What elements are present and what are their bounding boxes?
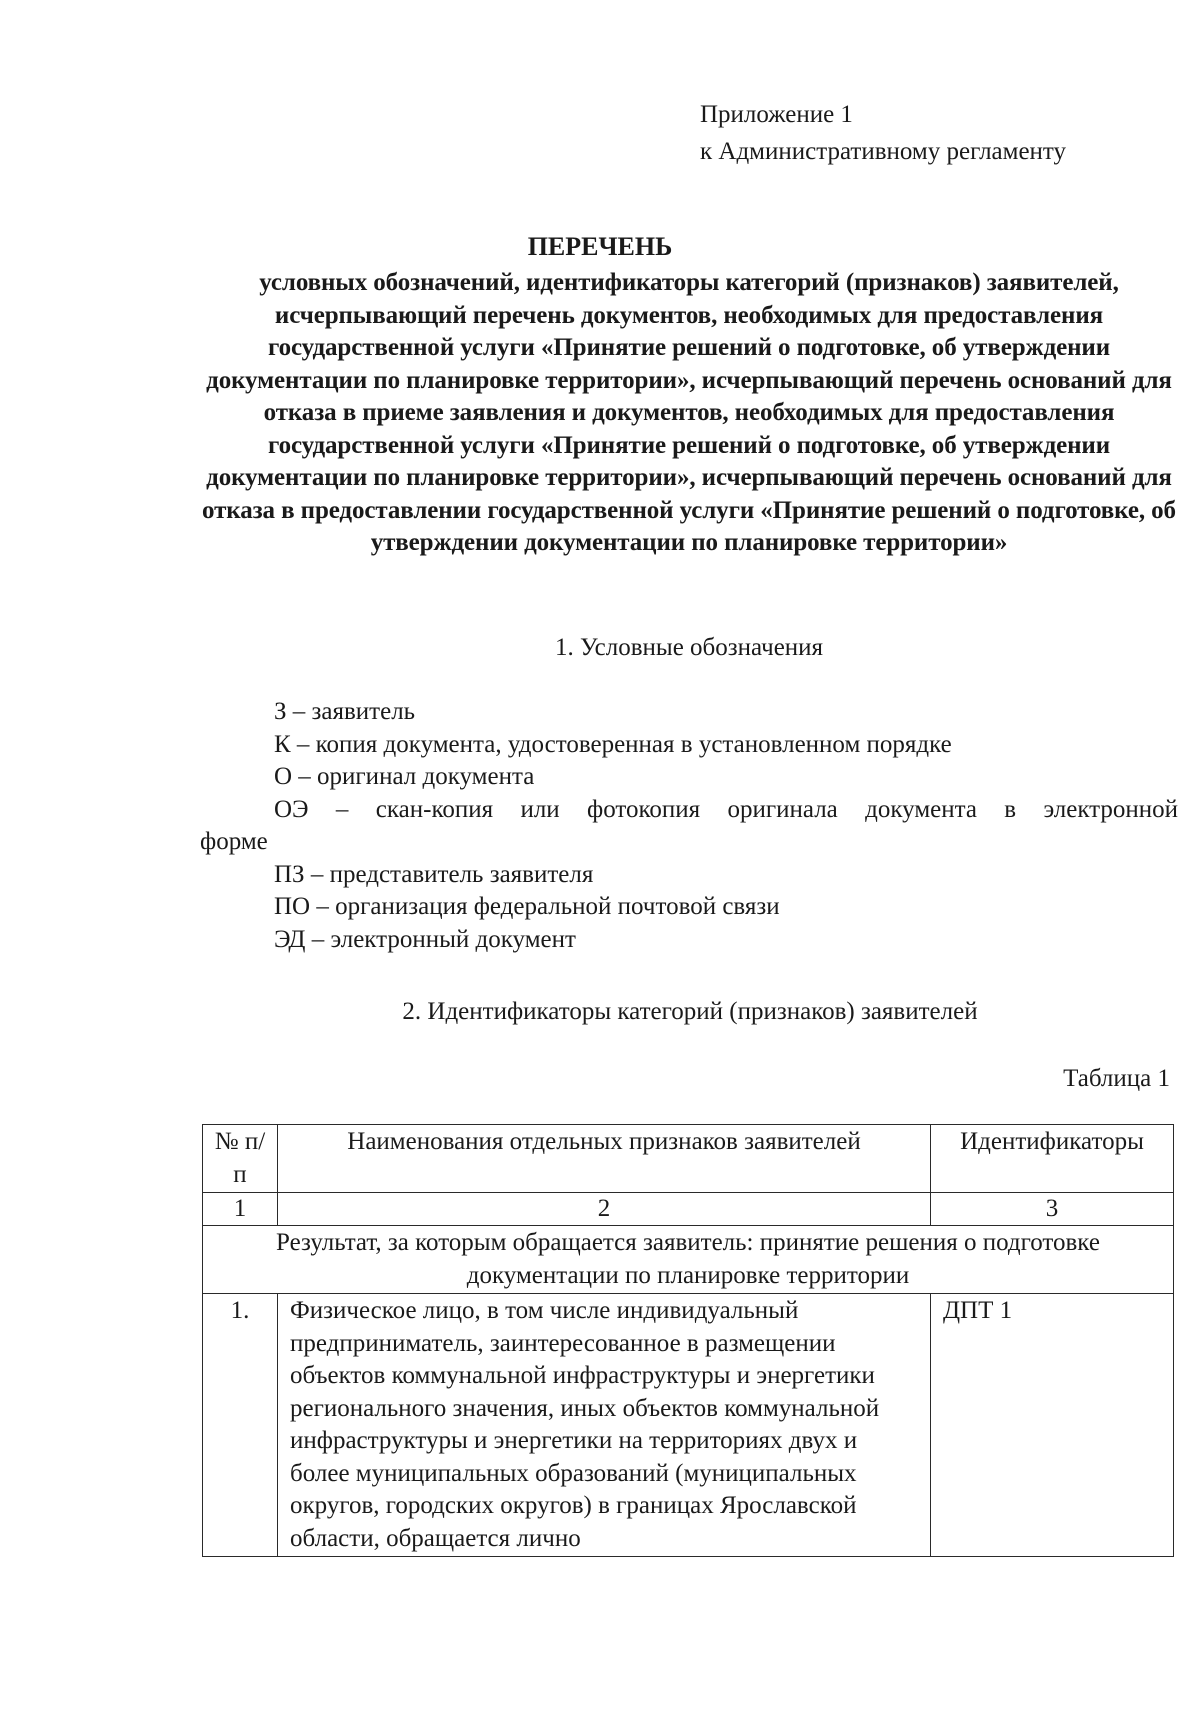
document-title: ПЕРЕЧЕНЬ xyxy=(527,232,673,261)
col-number-3: 3 xyxy=(931,1193,1174,1226)
group-title: Результат, за которым обращается заявитель: принятие решения о подготовке документации по планировке территории xyxy=(203,1226,1174,1294)
table-label: Таблица 1 xyxy=(1063,1065,1170,1092)
document-title-body: условных обозначений, идентификаторы категорий (признаков) заявителей, исчерпывающий перечень документов, необходимых для предоставления государственной услуги «Принятие решений о подготовке, об утверждении документации по планировке территории», исчерпывающий перечень оснований для отказа в приеме заявления и документов, необходимых для предоставления государственной услуги «Принятие решений о подготовке, об утверждении документации по планировке территории», исчерпывающий перечень оснований для отказа в предоставлении государственной услуги «Принятие решений о подготовке, об утверждении документации по планировке территории» xyxy=(202,269,1176,556)
legend-item-oe: ОЭ – скан-копия или фотокопия оригинала документа в электронной xyxy=(274,795,1178,823)
row-1-id: ДПТ 1 xyxy=(931,1294,1174,1557)
legend-item-z: З – заявитель xyxy=(274,698,416,725)
row-1-no: 1. xyxy=(203,1294,278,1557)
header-no: № п/п xyxy=(203,1125,278,1193)
section-1-heading: 1. Условные обозначения xyxy=(554,634,824,661)
row-1-name: Физическое лицо, в том числе индивидуальный предприниматель, заинтересованное в размещении объектов коммунальной инфраструктуры и энергетики регионального значения, иных объектов коммунальной инфраструктуры и энергетики на территориях двух и более муниципальных образований (муниципальных округов, городских округов) в границах Ярославской области, обращается лично xyxy=(278,1294,931,1557)
col-number-2: 2 xyxy=(278,1193,931,1226)
header-name: Наименования отдельных признаков заявителей xyxy=(278,1125,931,1193)
appendix-line-2: к Административному регламенту xyxy=(700,138,1067,165)
col-number-1: 1 xyxy=(203,1193,278,1226)
appendix-line-1: Приложение 1 xyxy=(700,101,853,128)
header-id: Идентификаторы xyxy=(931,1125,1174,1193)
group-title-row xyxy=(203,1226,1174,1294)
legend-item-ed: ЭД – электронный документ xyxy=(274,925,576,953)
column-number-row xyxy=(203,1193,1174,1226)
table-header-row xyxy=(203,1125,1174,1193)
section-2-heading: 2. Идентификаторы категорий (признаков) заявителей xyxy=(402,998,978,1025)
table-row xyxy=(203,1294,1174,1557)
legend-item-k: К – копия документа, удостоверенная в установленном порядке xyxy=(274,730,952,758)
applicant-categories-table xyxy=(202,1124,1174,1557)
legend-item-o: О – оригинал документа xyxy=(274,763,535,790)
legend-item-oe-continued: форме xyxy=(200,828,268,855)
appendix-header xyxy=(700,96,1066,170)
legend-item-pz: ПЗ – представитель заявителя xyxy=(274,860,594,888)
legend-item-po: ПО – организация федеральной почтовой связи xyxy=(274,893,780,920)
legend-list xyxy=(200,696,1178,956)
